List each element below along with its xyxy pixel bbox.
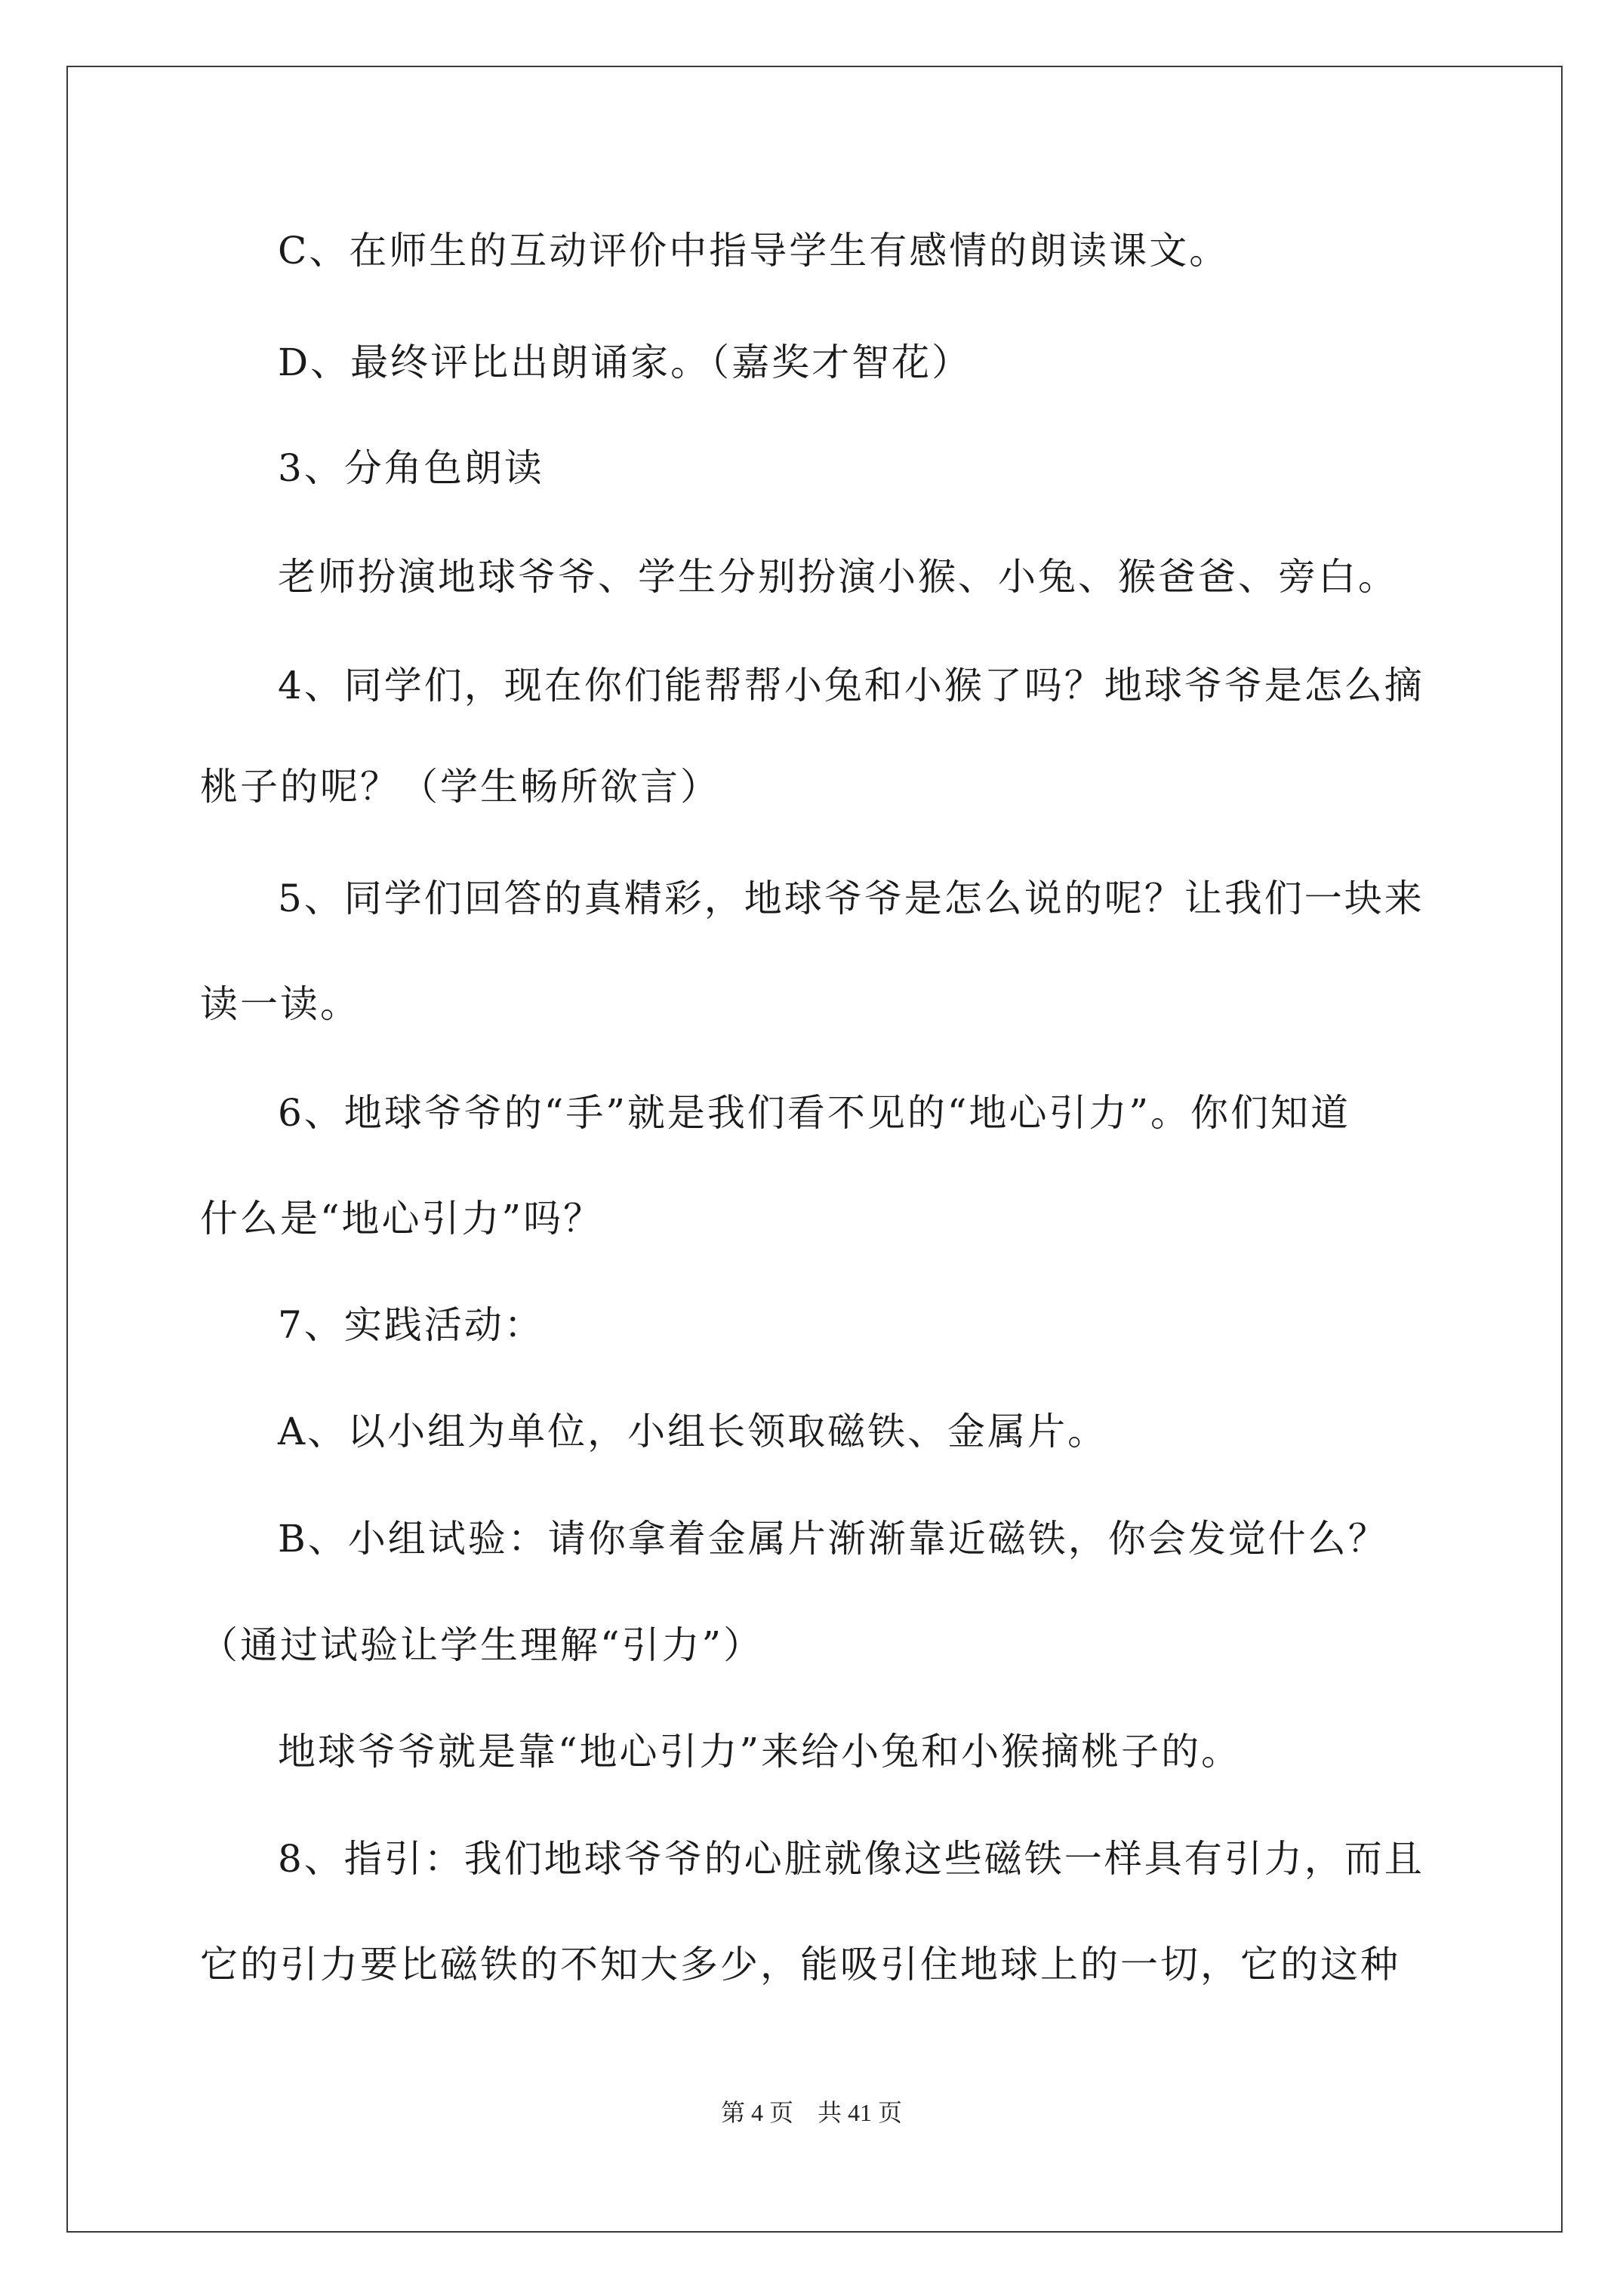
text-line: 7、实践活动： bbox=[278, 1303, 544, 1347]
text-line: 它的引力要比磁铁的不知大多少，能吸引住地球上的一切，它的这种 bbox=[200, 1943, 1400, 1986]
text-line: 什么是“地心引力”吗？ bbox=[200, 1197, 604, 1240]
page-number: 第 4 页 bbox=[720, 2099, 793, 2126]
text-line: B、小组试验：请你拿着金属片渐渐靠近磁铁，你会发觉什么？ bbox=[278, 1517, 1388, 1561]
text-line: 3、分角色朗读 bbox=[278, 446, 544, 490]
text-line: D、最终评比出朗诵家。（嘉奖才智花） bbox=[278, 341, 972, 384]
page-footer bbox=[0, 2097, 1623, 2128]
text-line: 5、同学们回答的真精彩，地球爷爷是怎么说的呢？让我们一块来 bbox=[278, 877, 1424, 920]
page-border bbox=[66, 66, 1563, 2233]
page-total: 共 41 页 bbox=[818, 2099, 903, 2126]
text-line: C、在师生的互动评价中指导学生有感情的朗读课文。 bbox=[278, 229, 1230, 273]
text-line: A、以小组为单位，小组长领取磁铁、金属片。 bbox=[278, 1410, 1108, 1453]
text-line: 老师扮演地球爷爷、学生分别扮演小猴、小兔、猴爸爸、旁白。 bbox=[278, 555, 1398, 599]
text-line: 桃子的呢？（学生畅所欲言） bbox=[200, 765, 720, 809]
text-line: 8、指引：我们地球爷爷的心脏就像这些磁铁一样具有引力，而且 bbox=[278, 1837, 1424, 1881]
text-line: 读一读。 bbox=[200, 982, 360, 1026]
text-line: 6、地球爷爷的“手”就是我们看不见的“地心引力”。你们知道 bbox=[278, 1091, 1351, 1135]
text-line: 地球爷爷就是靠“地心引力”来给小兔和小猴摘桃子的。 bbox=[278, 1730, 1242, 1774]
text-line: （通过试验让学生理解“引力”） bbox=[200, 1623, 764, 1667]
text-line: 4、同学们，现在你们能帮帮小兔和小猴了吗？地球爷爷是怎么摘 bbox=[278, 664, 1424, 707]
